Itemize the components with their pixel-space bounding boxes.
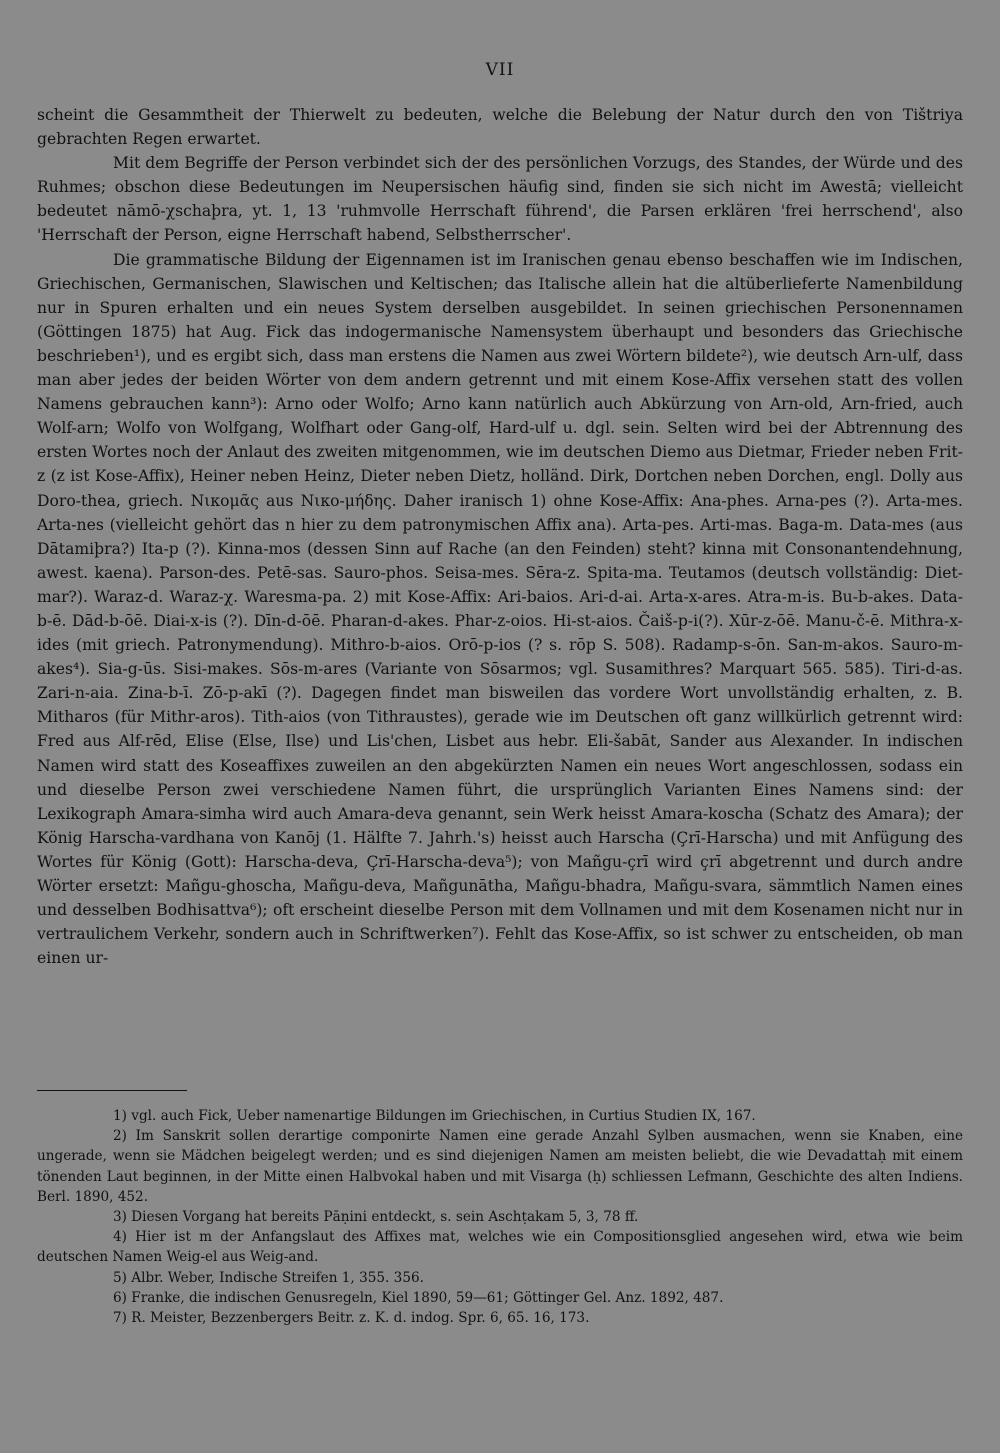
page-number: VII [485, 60, 515, 80]
footnote-5: 5) Albr. Weber, Indische Streifen 1, 355. 356. [113, 1269, 424, 1286]
footnote-3: 3) Diesen Vorgang hat bereits Pāṇini entdeckt, s. sein Aschṭakam 5, 3, 78 ff. [113, 1209, 639, 1226]
footnote-4: 4) Hier ist m der Anfangslaut des Affixes mat, welches wie ein Compositionsglied angesehen wird, etwa wie beim deutschen Namen Weig-el aus Weig-and. [37, 1229, 963, 1266]
paragraph-1: scheint die Gesammtheit der Thierwelt zu bedeuten, welche die Belebung der Natur durch den von Tištriya gebrachten Regen erwartet. [37, 106, 963, 149]
paragraph-2: Mit dem Begriffe der Person verbindet sich der des persönlichen Vorzugs, des Standes, der Würde und des Ruhmes; obschon diese Bedeutungen im Neupersischen häufig sind, finden sie sich nicht im Awestā; vielleicht bedeutet nāmō-χschaþra, yt. 1, 13 'ruhmvolle Herrschaft führend', die Parsen erklären 'frei herrschend', also 'Herrschaft der Person, eigne Herrschaft habend, Selbstherrscher'. [37, 154, 963, 245]
footnote-7: 7) R. Meister, Bezzenbergers Beitr. z. K. d. indog. Spr. 6, 65. 16, 173. [113, 1310, 590, 1327]
paragraph-3: Die grammatische Bildung der Eigennamen ist im Iranischen genau ebenso beschaffen wie im Indischen, Griechischen, Germanischen, Slawischen und Keltischen; das Italische allein hat die altüberlieferte Namenbildung nur in Spuren erhalten und ein neues System derselben ausgebildet. In seinen griechischen Personennamen (Göttingen 1875) hat Aug. Fick das indogermanische Namensystem überhaupt und besonders das Griechische beschrieben¹), und es ergibt sich, dass man erstens die Namen aus zwei Wörtern bildete²), wie deutsch Arn-ulf, dass man aber jedes der beiden Wörter von dem andern getrennt und mit einem Kose-Affix versehen statt des vollen Namens gebrauchen kann³): Arno oder Wolfo; Arno kann natürlich auch Abkürzung von Arn-old, Arn-fried, auch Wolf-arn; Wolfo von Wolfgang, Wolfhart oder Gang-olf, Hard-ulf u. dgl. sein. Selten wird bei der Abtrennung des ersten Wortes noch der Anlaut des zweiten mitgenommen, wie im deutschen Diemo aus Dietmar, Frieder neben Frit-z (z ist Kose-Affix), Heiner neben Heinz, Dieter neben Dietz, holländ. Dirk, Dortchen neben Dorchen, engl. Dolly aus Doro-thea, griech. Νικομᾶς aus Νικο-μήδης. Daher iranisch 1) ohne Kose-Affix: Ana-phes. Arna-pes (?). Arta-mes. Arta-nes (vielleicht gehört das n hier zu dem patronymischen Affix ana). Arta-pes. Arti-mas. Baga-m. Data-mes (aus Dātamiþra?) Ita-p (?). Kinna-mos (dessen Sinn auf Rache (an den Feinden) steht? kinna mit Consonantendehnung, awest. kaena). Parson-des. Petē-sas. Sauro-phos. Seisa-mes. Sēra-z. Spita-ma. Teutamos (deutsch vollständig: Diet-mar?). Waraz-d. Waraz-χ. Waresma-pa. 2) mit Kose-Affix: Ari-baios. Ari-d-ai. Arta-x-ares. Atra-m-is. Bu-b-akes. Data-b-ē. Dād-b-ōē. Diai-x-is (?). Dīn-d-ōē. Pharan-d-akes. Phar-z-oios. Hi-st-aios. Čaiš-p-i(?). Xūr-z-ōē. Manu-č-ē. Mithra-x-ides (mit griech. Patronymendung). Mithro-b-aios. Orō-p-ios (? s. rōp S. 508). Radamp-s-ōn. San-m-akos. Sauro-m-akes⁴). Sia-g-ūs. Sisi-makes. Sōs-m-ares (Variante von Sōsarmos; vgl. Susamithres? Marquart 565. 585). Tiri-d-as. Zari-n-aia. Zina-b-ī. Zō-p-akī (?). Dagegen findet man bisweilen das vordere Wort unvollständig erhalten, z. B. Mitharos (für Mithr-aros). Tith-aios (von Tithraustes), gerade wie im Deutschen oft ganz willkürlich getrennt wird: Fred aus Alf-rēd, Elise (Else, Ilse) und Lis'chen, Lisbet aus hebr. Eli-šabāt, Sander aus Alexander. In indischen Namen wird statt des Koseaffixes zuweilen an den abgekürzten Namen ein neues Wort angeschlossen, sodass ein und dieselbe Person zwei verschiedene Namen führt, die ursprünglich Varianten Eines Namens sind: der Lexikograph Amara-simha wird auch Amara-deva genannt, sein Werk heisst Amara-koscha (Schatz des Amara); der König Harscha-vardhana von Kanōj (1. Hälfte 7. Jahrh.'s) heisst auch Harscha (Çrī-Harscha) und mit Anfügung des Wortes für König (Gott): Harscha-deva, Çrī-Harscha-deva⁵); von Mañgu-çrī wird çrī abgetrennt und durch andre Wörter ersetzt: Mañgu-ghoscha, Mañgu-deva, Mañgunātha, Mañgu-bhadra, Mañgu-svara, sämmtlich Namen eines und desselben Bodhisattva⁶); oft erscheint dieselbe Person mit dem Vollnamen und mit dem Kosenamen nicht nur in vertraulichem Verkehr, sondern auch in Schriftwerken⁷). Fehlt das Kose-Affix, so ist schwer zu entscheiden, ob man einen ur- [37, 250, 964, 968]
footnote-6: 6) Franke, die indischen Genusregeln, Kiel 1890, 59—61; Göttinger Gel. Anz. 1892, 487. [113, 1289, 724, 1306]
body-text [37, 103, 963, 970]
footnote-2: 2) Im Sanskrit sollen derartige componirte Namen eine gerade Anzahl Sylben ausmachen, wenn sie Knaben, eine ungerade, wenn sie Mädchen beigelegt werden; und es sind diejenigen Namen am meisten beliebt, die wie Devadattaḥ mit einem tönenden Laut beginnen, in der Mitte einen Halbvokal haben und mit Visarga (ḥ) schliessen Lefmann, Geschichte des alten Indiens. Berl. 1890, 452. [37, 1128, 963, 1205]
footnotes [37, 1106, 963, 1328]
footnote-1: 1) vgl. auch Fick, Ueber namenartige Bildungen im Griechischen, in Curtius Studien IX, 167. [113, 1108, 756, 1124]
footnote-divider [37, 1090, 187, 1091]
